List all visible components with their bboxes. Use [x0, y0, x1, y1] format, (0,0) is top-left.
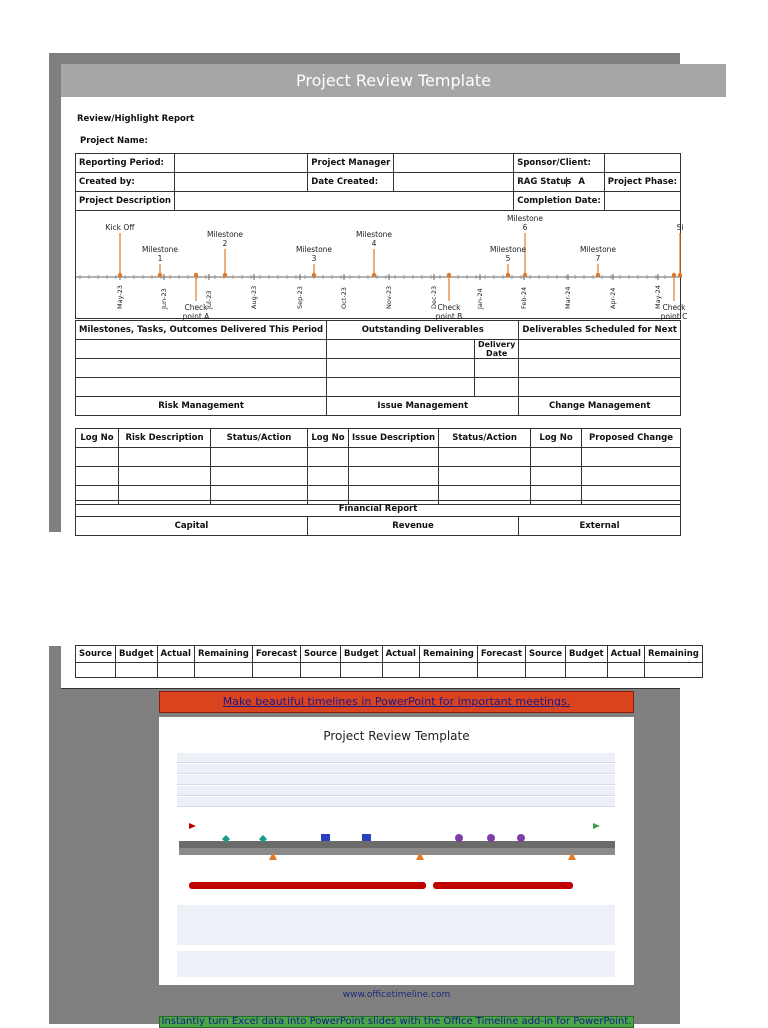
milestone-label: Milestone 3: [295, 245, 333, 263]
preview-milestone-marker: [517, 834, 525, 842]
finance-cell[interactable]: [76, 663, 116, 678]
finance-cell[interactable]: [607, 663, 644, 678]
finance-cell[interactable]: [419, 663, 477, 678]
milestone-marker: [596, 273, 600, 277]
report-heading: Review/Highlight Report: [77, 114, 195, 124]
timeline-tick-label: Jun-23: [160, 288, 168, 309]
timeline-area: [75, 211, 688, 321]
preview-table-block: [177, 905, 615, 945]
log-cell[interactable]: [582, 467, 681, 486]
finance-col-header-actual: Actual: [157, 646, 194, 663]
milestone-label: Milestone 1: [141, 245, 179, 263]
checkpoint-marker: [194, 273, 198, 277]
finance-cell[interactable]: [526, 663, 566, 678]
finance-cell[interactable]: [566, 663, 608, 678]
preview-title: Project Review Template: [323, 729, 470, 743]
timeline-tick-label: Dec-23: [430, 285, 438, 309]
finance-col-header-source: Source: [301, 646, 341, 663]
timeline-tick-label: May-24: [654, 285, 662, 309]
preview-quarter-bar: [179, 841, 615, 848]
change-log-no-header: Log No: [531, 429, 582, 448]
scheduled-cell[interactable]: [519, 359, 681, 378]
log-cell[interactable]: [76, 448, 119, 467]
issue-description-header: Issue Description: [349, 429, 439, 448]
preview-phase-bar: [433, 882, 573, 889]
financial-header-table: [75, 500, 681, 536]
preview-kickoff-flag: [189, 823, 196, 829]
project-manager-value[interactable]: [394, 154, 514, 173]
log-cell[interactable]: [119, 467, 211, 486]
reporting-period-label: Reporting Period:: [76, 154, 175, 173]
promo-link-banner[interactable]: Make beautiful timelines in PowerPoint for important meetings.: [159, 691, 634, 713]
finance-cell[interactable]: [157, 663, 194, 678]
finance-cell[interactable]: [252, 663, 300, 678]
checkpoint-label: Check point B: [435, 303, 463, 321]
outstanding-header: Outstanding Deliverables: [327, 321, 519, 340]
project-name-label: Project Name:: [80, 136, 148, 146]
finance-table: [75, 645, 703, 678]
scheduled-cell[interactable]: [519, 378, 681, 397]
sponsor-label: Sponsor/Client:: [514, 154, 605, 173]
project-description-value[interactable]: [174, 192, 513, 211]
preview-milestone-marker: [321, 834, 330, 841]
finance-col-header-actual: Actual: [382, 646, 419, 663]
timeline-tick-label: Aug-23: [250, 285, 258, 309]
log-cell[interactable]: [76, 467, 119, 486]
risk-log-no-header: Log No: [76, 429, 119, 448]
milestone-marker: [523, 273, 527, 277]
finance-col-header-budget: Budget: [341, 646, 383, 663]
completion-date-label: Completion Date:: [514, 192, 605, 211]
milestone-label: Milestone 6: [506, 214, 544, 232]
milestone-label: Milestone 4: [355, 230, 393, 248]
preview-month-bar: [179, 848, 615, 855]
preview-milestone-marker: [487, 834, 495, 842]
project-phase-label: Project Phase:: [604, 173, 680, 192]
finance-col-header-source: Source: [76, 646, 116, 663]
finance-cell[interactable]: [341, 663, 383, 678]
log-cell[interactable]: [582, 448, 681, 467]
rag-status-value[interactable]: A: [566, 177, 596, 187]
capital-header: Capital: [76, 517, 308, 536]
milestone-label: Milestone 5: [489, 245, 527, 263]
milestone-marker: [372, 273, 376, 277]
timeline-tick-label: Oct-23: [340, 287, 348, 309]
risk-management-header: Risk Management: [76, 397, 327, 416]
checkpoint-label: Check point C: [660, 303, 688, 321]
finance-cell[interactable]: [644, 663, 702, 678]
checkpoint-marker: [672, 273, 676, 277]
delivery-date-header: Delivery Date: [475, 340, 519, 359]
preview-phase-bar: [189, 882, 304, 889]
timeline-tick-label: Jul-23: [205, 290, 213, 309]
timeline-tick-label: Feb-24: [520, 286, 528, 309]
scheduled-next-header: Deliverables Scheduled for Next: [519, 321, 681, 340]
log-cell[interactable]: [349, 467, 439, 486]
milestone-marker: [223, 273, 227, 277]
timeline-tick-label: Jan-24: [476, 288, 484, 309]
risk-description-header: Risk Description: [119, 429, 211, 448]
delivery-date-cell[interactable]: [475, 359, 519, 378]
log-cell[interactable]: [211, 448, 308, 467]
change-management-header: Change Management: [519, 397, 681, 416]
timeline-tick-label: May-23: [116, 285, 124, 309]
timeline-tick-label: Apr-24: [609, 287, 617, 309]
checkpoint-marker: [447, 273, 451, 277]
timeline-tick-label: Mar-24: [564, 286, 572, 309]
finance-col-header-source: Source: [526, 646, 566, 663]
outstanding-cell[interactable]: [327, 359, 475, 378]
log-cell[interactable]: [349, 448, 439, 467]
milestone-marker: [158, 273, 162, 277]
milestone-label: Kick Off: [105, 223, 135, 232]
date-created-label: Date Created:: [308, 173, 394, 192]
finance-cell[interactable]: [477, 663, 525, 678]
created-by-value[interactable]: [174, 173, 307, 192]
rag-status-label: RAG Status: [517, 177, 572, 187]
outstanding-cell[interactable]: [327, 378, 475, 397]
delivered-cell[interactable]: [76, 378, 327, 397]
milestone-label: Milestone 2: [206, 230, 244, 248]
project-description-label: Project Description: [76, 192, 175, 211]
finance-col-header-forecast: Forecast: [477, 646, 525, 663]
preview-table-block: [177, 951, 615, 977]
log-cell[interactable]: [439, 467, 531, 486]
scheduled-cell[interactable]: [519, 340, 681, 359]
template-preview-image[interactable]: [159, 717, 634, 985]
page-title: Project Review Template: [61, 64, 726, 97]
checkpoint-label: Check point A: [182, 303, 210, 321]
revenue-header: Revenue: [308, 517, 519, 536]
log-cell[interactable]: [531, 448, 582, 467]
date-created-value[interactable]: [394, 173, 514, 192]
project-manager-label: Project Manager: [308, 154, 394, 173]
log-cell[interactable]: [308, 467, 349, 486]
sponsor-value[interactable]: [604, 154, 680, 173]
milestone-marker: [678, 273, 682, 277]
finance-col-header-remaining: Remaining: [419, 646, 477, 663]
log-cell[interactable]: [119, 448, 211, 467]
log-cell[interactable]: [531, 467, 582, 486]
created-by-label: Created by:: [76, 173, 175, 192]
finance-cell[interactable]: [194, 663, 252, 678]
reporting-period-value[interactable]: [174, 154, 307, 173]
milestone-label: Si: [676, 223, 684, 232]
milestones-delivered-header: Milestones, Tasks, Outcomes Delivered This Period: [76, 321, 327, 340]
timeline-tick-label: Nov-23: [385, 285, 393, 309]
preview-timeline: [159, 717, 634, 985]
outstanding-cell[interactable]: [327, 340, 475, 359]
issue-log-no-header: Log No: [308, 429, 349, 448]
finance-cell[interactable]: [382, 663, 419, 678]
milestone-marker: [506, 273, 510, 277]
finance-col-header-budget: Budget: [566, 646, 608, 663]
completion-date-value[interactable]: [604, 192, 680, 211]
finance-col-header-actual: Actual: [607, 646, 644, 663]
log-cell[interactable]: [211, 467, 308, 486]
project-info-table: [75, 153, 681, 211]
proposed-change-header: Proposed Change: [582, 429, 681, 448]
milestone-marker: [118, 273, 122, 277]
finance-cell[interactable]: [116, 663, 158, 678]
rag-status-cell: [514, 173, 605, 192]
milestone-marker: [312, 273, 316, 277]
finance-col-header-remaining: Remaining: [194, 646, 252, 663]
preview-phase-bar: [291, 882, 426, 889]
financial-report-header: Financial Report: [76, 501, 681, 517]
preview-signoff-flag: [593, 823, 600, 829]
timeline-tick-label: Sep-23: [296, 286, 304, 309]
finance-col-header-forecast: Forecast: [252, 646, 300, 663]
delivered-cell[interactable]: [76, 359, 327, 378]
milestone-label: Milestone 7: [579, 245, 617, 263]
preview-milestone-marker: [455, 834, 463, 842]
log-table: [75, 428, 681, 505]
preview-milestone-marker: [362, 834, 371, 841]
risk-status-header: Status/Action: [211, 429, 308, 448]
finance-col-header-remaining: Remaining: [644, 646, 702, 663]
log-cell[interactable]: [308, 448, 349, 467]
officetimeline-link[interactable]: www.officetimeline.com: [342, 990, 451, 1000]
finance-cell[interactable]: [301, 663, 341, 678]
delivery-date-cell[interactable]: [475, 378, 519, 397]
delivered-cell[interactable]: [76, 340, 327, 359]
issue-status-header: Status/Action: [439, 429, 531, 448]
issue-management-header: Issue Management: [327, 397, 519, 416]
log-cell[interactable]: [439, 448, 531, 467]
promo-addin-banner[interactable]: Instantly turn Excel data into PowerPoint slides with the Office Timeline add-in for PowerPoint.: [159, 1016, 634, 1028]
finance-col-header-budget: Budget: [116, 646, 158, 663]
external-header: External: [519, 517, 681, 536]
deliverables-table: [75, 320, 681, 416]
